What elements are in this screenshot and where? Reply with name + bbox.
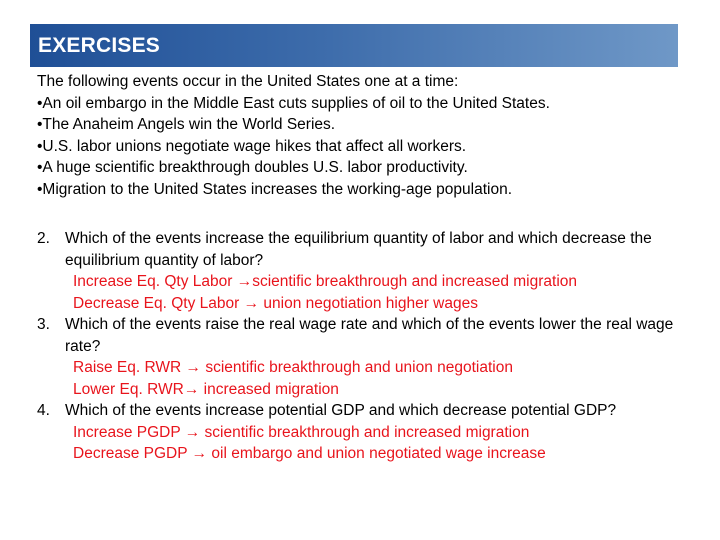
question-number: 3. (37, 316, 50, 333)
question-number: 2. (37, 230, 50, 247)
page-title: EXERCISES (38, 33, 161, 57)
question-text: Which of the events increase potential GDP and which decrease potential GDP? (65, 402, 617, 419)
answer-line: Raise Eq. RWR → scientific breakthrough and union negotiation (73, 359, 513, 376)
answer-line: Decrease Eq. Qty Labor → union negotiation higher wages (73, 294, 478, 312)
question-item (37, 314, 697, 357)
question-item (37, 228, 697, 271)
answer-line: Increase PGDP → scientific breakthrough and increased migration (73, 423, 530, 441)
answer-line: Increase Eq. Qty Labor →scientific breakthrough and increased migration (73, 273, 578, 290)
event-item: •Migration to the United States increases the working-age population. (37, 180, 513, 198)
title-bar (30, 24, 678, 67)
question-list (37, 228, 697, 465)
event-item: •U.S. labor unions negotiate wage hikes that affect all workers. (37, 137, 467, 155)
event-item: •An oil embargo in the Middle East cuts supplies of oil to the United States. (37, 94, 550, 112)
event-item: •The Anaheim Angels win the World Series. (37, 116, 336, 133)
intro-lead: The following events occur in the United States one at a time: (37, 73, 459, 90)
intro-section (37, 71, 697, 200)
answer-line: Lower Eq. RWR→ increased migration (73, 380, 339, 398)
answer-line: Decrease PGDP → oil embargo and union negotiated wage increase (73, 445, 546, 462)
question-text: Which of the events increase the equilibrium quantity of labor and which decrease the equilibrium quantity of labor? (65, 230, 652, 269)
event-item: •A huge scientific breakthrough doubles U.S. labor productivity. (37, 159, 468, 176)
question-number: 4. (37, 402, 50, 419)
question-text: Which of the events raise the real wage rate and which of the events lower the real wage rate? (65, 316, 674, 355)
question-item (37, 400, 697, 422)
